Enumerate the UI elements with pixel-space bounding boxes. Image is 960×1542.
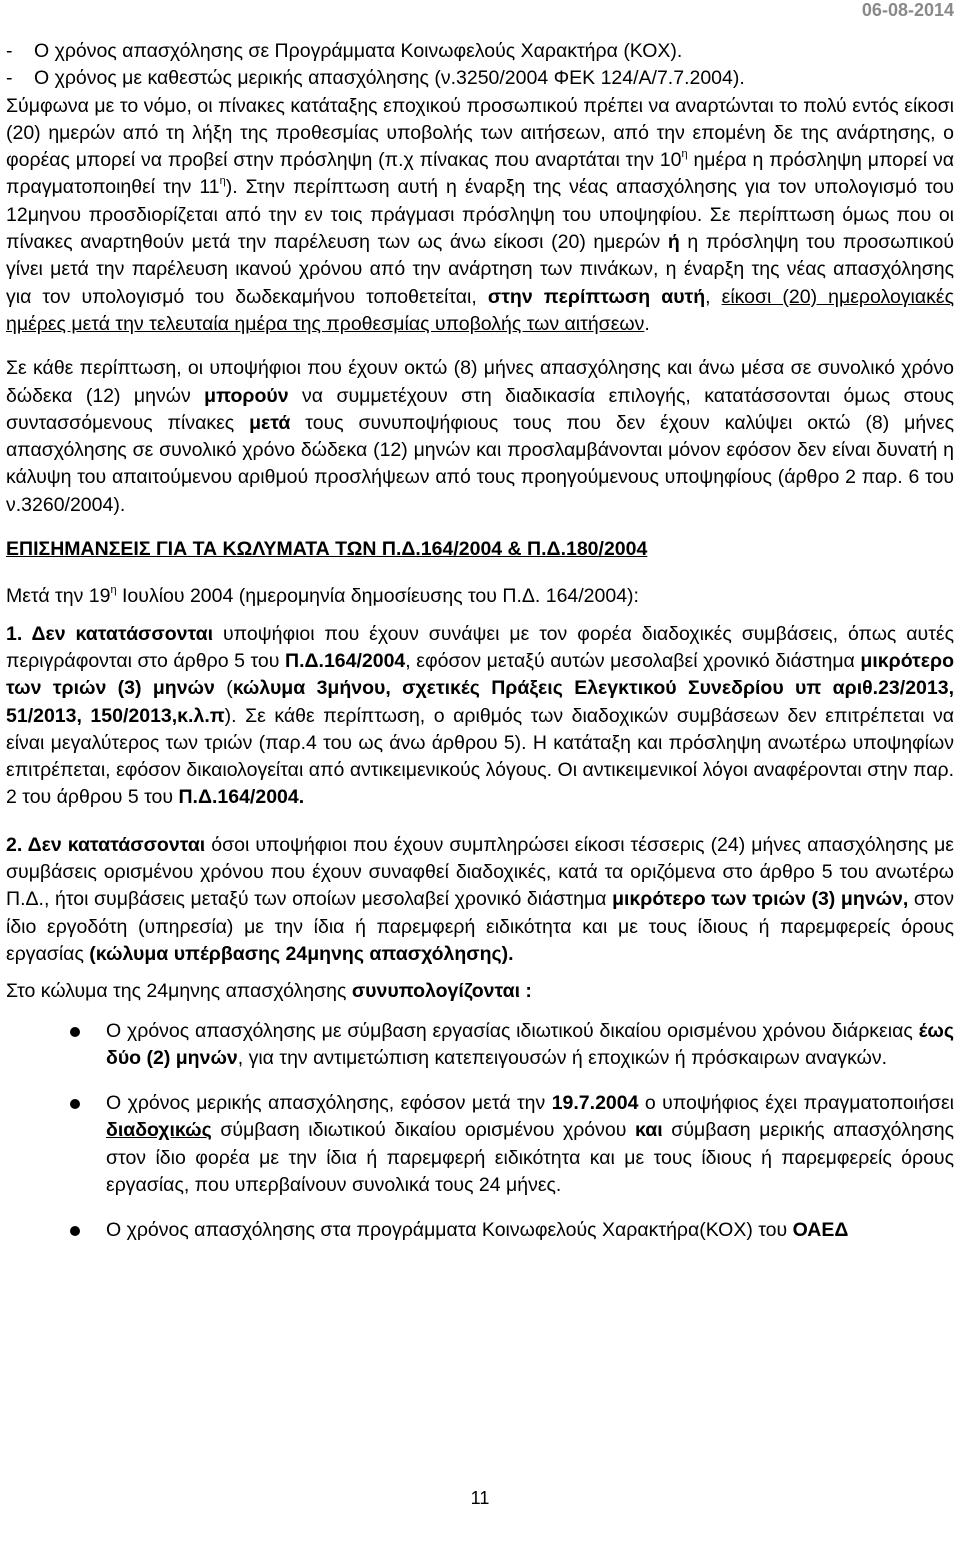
text-run: , (705, 285, 722, 308)
text-run: η πρόσληψη του προσωπικού γίνει μετά την παρέλευση ικανού χρόνου από την ανάρτηση των πινάκων, η έναρξη της νέας απασχόλησης για τον υπολογισμό του δωδεκαμήνου τοποθετείται, (6, 231, 955, 308)
text-run: ο υποψήφιος έχει πραγματοποιήσει (638, 1092, 954, 1115)
bold-text: Π.Δ.164/2004. (178, 786, 305, 809)
paragraph-tables-posting (6, 93, 954, 339)
text-run: Μετά την 19 (6, 585, 111, 608)
bold-text: (κώλυμα υπέρβασης 24μηνης απασχόλησης). (89, 942, 514, 965)
dash-marker: - (6, 67, 13, 90)
bold-text: ή (667, 231, 680, 254)
text-run: σύμβαση μερικής απασχόλησης στον ίδιο φορέα με την ίδια ή παρεμφερή ειδικότητα και με τους ίδιους ή παρεμφερείς όρους εργασίας, που υπερβαίνουν συνολικά τους 24 μήνες. (106, 1119, 954, 1196)
bold-text: συνυπολογίζονται : (351, 980, 532, 1003)
text-run: Ο χρόνος απασχόλησης στα προγράμματα Κοινωφελούς Χαρακτήρα(ΚΟΧ) του (106, 1219, 793, 1242)
text-run: όσοι υποψήφιοι που έχουν συμπληρώσει είκοσι τέσσερις (24) μήνες απασχόλησης με συμβάσεις ορισμένου χρόνου που έχουν συναφθεί διαδοχικές, κατά τα οριζόμενα στο άρθρο 5 του ανωτέρω Π.Δ., ήτοι συμβάσεις μεταξύ των οποίων μεσολαβεί χρονικό διάστημα (6, 833, 955, 911)
bold-text: μπορούν (204, 384, 289, 407)
heading-text: ΕΠΙΣΗΜΑΝΣΕΙΣ ΓΙΑ ΤΑ ΚΩΛΥΜΑΤΑ ΤΩΝ Π.Δ.164/2004 & Π.Δ.180/2004 (6, 538, 648, 561)
bold-text: στην περίπτωση αυτή (487, 285, 706, 308)
bold-text: έως δύο (2) μηνών (106, 1019, 954, 1069)
superscript: η (110, 584, 117, 597)
bullet-item (6, 1018, 954, 1073)
text-run: Ο χρόνος μερικής απασχόλησης, εφόσον μετά την (106, 1092, 552, 1115)
bold-text: ΟΑΕΔ (792, 1219, 849, 1242)
page-number: 11 (470, 1488, 490, 1508)
bullet-list (6, 1018, 954, 1245)
bold-underlined-text: διαδοχικώς (106, 1119, 212, 1142)
bullet-icon (70, 1099, 80, 1109)
bold-text: 19.7.2004 (551, 1092, 639, 1115)
bullet-icon (70, 1027, 80, 1037)
superscript: η (219, 175, 226, 188)
dash-marker: - (6, 40, 13, 62)
bold-text: κώλυμα 3μήνου, σχετικές Πράξεις Ελεγκτικού Συνεδρίου υπ αριθ.23/2013, 51/2013, 150/2013,κ.λ.π (6, 677, 954, 727)
document-body (6, 38, 954, 1263)
list-item-text: Ο χρόνος με καθεστώς μερικής απασχόλησης (ν.3250/2004 ΦΕΚ 124/Α/7.7.2004). (34, 67, 745, 90)
text-run: Σύμφωνα με το νόμο, οι πίνακες κατάταξης εποχικού προσωπικού πρέπει να αναρτώνται το πολύ εντός είκοσι (20) ημερών από τη λήξη της προθεσμίας υποβολής των αιτήσεων, από την επομένη δε της ανάρτησης, ο φορέας μπορεί να προβεί στην πρόσληψη (π.χ πίνακας που αναρτάται την 10 (6, 94, 954, 172)
superscript: η (681, 148, 688, 161)
text-run: Στο κώλυμα της 24μηνης απασχόλησης (6, 980, 352, 1003)
text-run: , για την αντιμετώπιση κατεπειγουσών ή εποχικών ή πρόσκαιρων αναγκών. (237, 1046, 888, 1069)
bullet-item (6, 1217, 954, 1244)
text-run: τους συνυποψήφιους τους που δεν έχουν καλύψει οκτώ (8) μήνες απασχόλησης σε συνολικό χρόνο δώδεκα (12) μηνών και προσλαμβάνονται μόνον εφόσον δεν είναι δυνατή η κάλυψη του απαιτούμενου αριθμού προσλήψεων από τους προηγούμενους υποψηφίους (άρθρο 2 παρ. 6 του ν.3260/2004). (6, 411, 955, 516)
text-run: να συμμετέχουν στη διαδικασία επιλογής, κατατάσσονται όμως στους συντασσόμενους πίνακες (6, 384, 954, 434)
bullet-icon (70, 1226, 80, 1236)
text-run: ). Στην περίπτωση αυτή η έναρξη της νέας απασχόλησης για τον υπολογισμό του 12μηνου προσδιορίζεται από την εν τοις πράγμασι πρόσληψη του υποψηφίου. Σε περίπτωση όμως που οι πίνακες αναρτηθούν μετά την παρέλευση των ως άνω είκοσι (20) ημερών (6, 176, 954, 254)
section-heading (6, 536, 954, 563)
bold-text: και (635, 1119, 663, 1142)
text-run: ημέρα η πρόσληψη μπορεί να πραγματοποιηθεί την 11 (6, 149, 954, 199)
text-run: σύμβαση ιδιωτικού δικαίου ορισμένου χρόνου (211, 1119, 636, 1142)
bold-text: μικρότερο των τριών (3) μηνών (6, 649, 954, 700)
text-run: Ο χρόνος απασχόλησης με σύμβαση εργασίας ιδιωτικού δικαίου ορισμένου χρόνου διάρκειας (106, 1019, 919, 1042)
list-item (6, 38, 954, 65)
bold-text: μικρότερο των τριών (3) μηνών, (612, 888, 909, 911)
numbered-item-2 (6, 832, 954, 968)
numbered-item-1 (6, 621, 954, 812)
bold-text: 1. Δεν κατατάσσονται (6, 622, 214, 645)
paragraph-eight-months (6, 355, 954, 519)
bold-text: μετά (249, 411, 291, 434)
date-stamp: 06-08-2014 (861, 0, 954, 20)
text-run: , εφόσον μεταξύ αυτών μεσολαβεί χρονικό διάστημα (405, 649, 861, 672)
list-item-text: Ο χρόνος απασχόλησης σε Προγράμματα Κοινωφελούς Χαρακτήρα (ΚΟΧ). (34, 40, 683, 62)
list-item (6, 65, 954, 92)
text-run: στον ίδιο εργοδότη (υπηρεσία) με την ίδια ή παρεμφερή ειδικότητα και με τους ίδιους ή παρεμφερείς όρους εργασίας (6, 888, 954, 965)
bold-text: Π.Δ.164/2004 (285, 649, 406, 672)
underlined-text: είκοσι (20) ημερολογιακές ημέρες μετά την τελευταία ημέρα της προθεσμίας υποβολής των αιτήσεων (6, 285, 954, 335)
text-run: ( (214, 677, 233, 700)
date-line (6, 583, 954, 610)
text-run: Ιουλίου 2004 (ημερομηνία δημοσίευσης του Π.Δ. 164/2004): (116, 585, 639, 608)
kolyma-line (6, 978, 954, 1005)
bullet-item (6, 1090, 954, 1199)
text-run: Σε κάθε περίπτωση, οι υποψήφιοι που έχουν οκτώ (8) μήνες απασχόλησης και άνω μέσα σε συνολικό χρόνο δώδεκα (12) μηνών (6, 357, 954, 407)
bold-text: 2. Δεν κατατάσσονται (6, 833, 206, 856)
text-run: . (644, 312, 650, 335)
text-run: ). Σε κάθε περίπτωση, ο αριθμός των διαδοχικών συμβάσεων δεν επιτρέπεται να είναι μεγαλύτερος των τριών (παρ.4 του ως άνω άρθρου 5). Η κατάταξη και πρόσληψη ανωτέρω υποψηφίων επιτρέπεται, εφόσον δικαιολογείται από αντικειμενικούς λόγους. Οι αντικειμενικοί λόγοι αναφέρονται στην παρ. 2 του άρθρου 5 του (6, 704, 954, 809)
text-run: υποψήφιοι που έχουν συνάψει με τον φορέα διαδοχικές συμβάσεις, όπως αυτές περιγράφονται στο άρθρο 5 του (6, 622, 954, 672)
